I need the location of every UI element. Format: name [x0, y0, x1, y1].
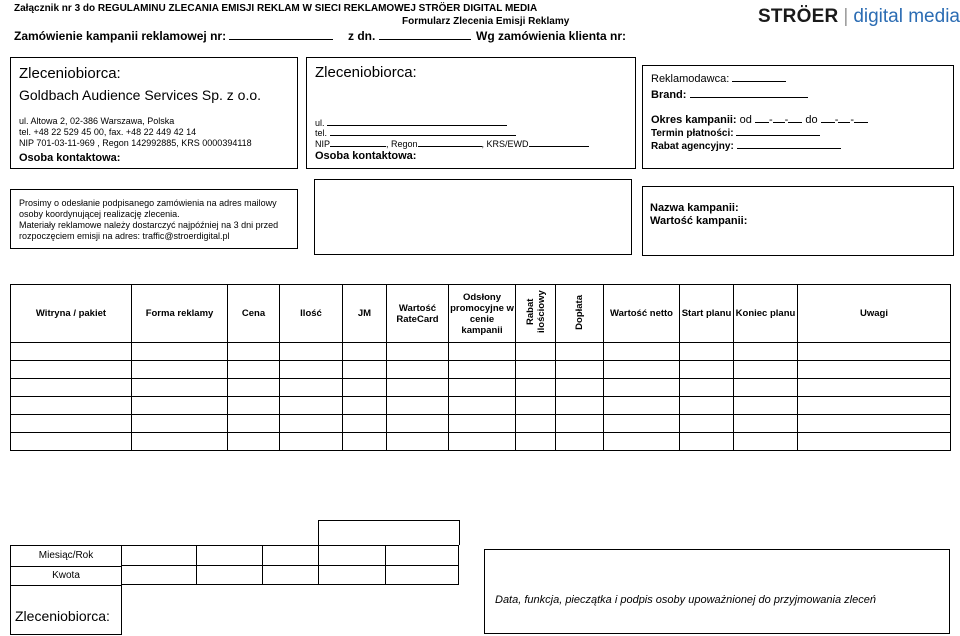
col-header-unit: JM — [343, 285, 387, 343]
client-nip-field[interactable] — [330, 136, 386, 147]
billing-divider — [122, 565, 459, 566]
table-row — [11, 433, 951, 451]
col-header-volume-discount — [516, 285, 556, 343]
order-date-field[interactable] — [379, 29, 471, 40]
period-label: Okres kampanii: — [651, 114, 737, 126]
period-dash-1: - — [768, 114, 773, 126]
payment-field[interactable] — [736, 125, 820, 136]
table-cell[interactable] — [556, 415, 604, 433]
table-cell[interactable] — [556, 343, 604, 361]
order-number-row — [14, 29, 333, 43]
contractor-company: Goldbach Audience Services Sp. z o.o. — [19, 87, 262, 103]
contractor-phone: tel. +48 22 529 45 00, fax. +48 22 449 42 14 — [19, 127, 197, 137]
table-cell[interactable] — [343, 433, 387, 451]
client-krs-label: , KRS/EWD — [481, 139, 529, 149]
col-header-notes: Uwagi — [798, 285, 951, 343]
info-box — [10, 189, 298, 249]
form-title: Formularz Zlecenia Emisji Reklamy — [402, 16, 570, 27]
client-phone-field[interactable] — [330, 125, 516, 136]
table-cell[interactable] — [449, 415, 516, 433]
table-cell[interactable] — [680, 379, 734, 397]
period-from-year[interactable] — [788, 112, 802, 123]
table-cell[interactable] — [734, 343, 798, 361]
contractor-heading: Zleceniobiorca: — [19, 65, 121, 82]
client-krs-field[interactable] — [529, 136, 589, 147]
table-cell[interactable] — [132, 361, 228, 379]
table-cell[interactable] — [556, 397, 604, 415]
billing-top-cell — [318, 520, 460, 545]
table-row — [11, 397, 951, 415]
table-cell[interactable] — [228, 343, 280, 361]
billing-col-sep-1 — [196, 545, 197, 585]
table-cell[interactable] — [798, 361, 951, 379]
month-label: Miesiąc/Rok — [11, 546, 121, 567]
col-header-price: Cena — [228, 285, 280, 343]
logo-tagline: digital media — [853, 6, 960, 27]
logo-separator: | — [843, 6, 849, 27]
table-cell[interactable] — [734, 415, 798, 433]
table-cell[interactable] — [280, 415, 343, 433]
table-cell[interactable] — [280, 379, 343, 397]
period-to-year[interactable] — [854, 112, 868, 123]
table-cell[interactable] — [387, 397, 449, 415]
table-cell[interactable] — [734, 433, 798, 451]
campaign-box — [642, 186, 954, 256]
table-cell[interactable] — [516, 379, 556, 397]
table-cell[interactable] — [228, 361, 280, 379]
table-cell[interactable] — [449, 379, 516, 397]
table-row — [11, 379, 951, 397]
table-cell[interactable] — [556, 433, 604, 451]
table-cell[interactable] — [798, 379, 951, 397]
order-number-field[interactable] — [229, 29, 333, 40]
period-dash-4: - — [850, 114, 855, 126]
billing-col-sep-3 — [318, 545, 319, 585]
table-cell[interactable] — [449, 397, 516, 415]
signature-label: Data, funkcja, pieczątka i podpis osoby upoważnionej do przyjmowania zleceń — [495, 594, 876, 606]
table-cell[interactable] — [604, 397, 680, 415]
campaign-name-label: Nazwa kampanii: — [650, 202, 739, 214]
order-table-body — [11, 343, 951, 451]
table-cell[interactable] — [387, 415, 449, 433]
table-row — [11, 361, 951, 379]
info-line-1: Prosimy o odesłanie podpisanego zamówienia na adres mailowy osoby koordynującej realizację zlecenia. — [19, 198, 277, 219]
col-header-volume-discount-text: Rabat ilościowy — [524, 290, 547, 334]
col-header-net-value: Wartość netto — [604, 285, 680, 343]
table-header-row — [11, 285, 951, 343]
period-to-month[interactable] — [838, 112, 850, 123]
notes-box[interactable] — [314, 179, 632, 255]
table-cell[interactable] — [387, 343, 449, 361]
stroer-logo — [758, 6, 960, 28]
table-cell[interactable] — [798, 397, 951, 415]
billing-col-sep-2 — [262, 545, 263, 585]
table-cell[interactable] — [734, 361, 798, 379]
payment-label: Termin płatności: — [651, 128, 734, 139]
table-cell[interactable] — [604, 433, 680, 451]
table-cell[interactable] — [604, 415, 680, 433]
col-header-quantity: Ilość — [280, 285, 343, 343]
table-cell[interactable] — [734, 379, 798, 397]
table-cell[interactable] — [11, 361, 132, 379]
order-date-row — [348, 29, 471, 43]
contractor-box — [10, 57, 298, 169]
period-dash-2: - — [784, 114, 789, 126]
table-cell[interactable] — [11, 433, 132, 451]
brand-row — [651, 87, 808, 102]
table-cell[interactable] — [343, 415, 387, 433]
table-cell[interactable] — [11, 343, 132, 361]
table-cell[interactable] — [516, 397, 556, 415]
table-cell[interactable] — [343, 343, 387, 361]
period-from-day[interactable] — [755, 112, 769, 123]
table-cell[interactable] — [798, 415, 951, 433]
table-row — [11, 343, 951, 361]
table-cell[interactable] — [516, 343, 556, 361]
table-cell[interactable] — [604, 379, 680, 397]
col-header-surcharge — [556, 285, 604, 343]
col-header-ratecard-value: Wartość RateCard — [387, 285, 449, 343]
table-cell[interactable] — [132, 433, 228, 451]
client-regon-label: , Regon — [386, 139, 418, 149]
table-cell[interactable] — [387, 361, 449, 379]
table-cell[interactable] — [516, 361, 556, 379]
signature-box[interactable] — [484, 549, 950, 634]
table-cell[interactable] — [132, 379, 228, 397]
col-header-plan-start: Start planu — [680, 285, 734, 343]
table-cell[interactable] — [387, 433, 449, 451]
table-cell[interactable] — [11, 415, 132, 433]
table-cell[interactable] — [680, 433, 734, 451]
amount-label: Kwota — [11, 566, 121, 586]
table-cell[interactable] — [228, 433, 280, 451]
table-cell[interactable] — [516, 415, 556, 433]
table-cell[interactable] — [11, 397, 132, 415]
advertiser-row — [651, 71, 786, 86]
table-cell[interactable] — [387, 379, 449, 397]
table-cell[interactable] — [280, 433, 343, 451]
advertiser-label: Reklamodawca: — [651, 73, 730, 85]
discount-row — [651, 138, 841, 153]
client-order-label: Wg zamówienia klienta nr: — [476, 29, 627, 43]
period-to-day[interactable] — [821, 112, 835, 123]
table-cell[interactable] — [228, 415, 280, 433]
billing-box — [10, 545, 122, 635]
footer-contractor-label: Zleceniobiorca: — [15, 608, 110, 624]
period-from-label: od — [739, 114, 752, 126]
client-regon-field[interactable] — [418, 136, 482, 147]
table-cell[interactable] — [604, 361, 680, 379]
campaign-value-label: Wartość kampanii: — [650, 215, 748, 227]
table-cell[interactable] — [343, 397, 387, 415]
col-header-site: Witryna / pakiet — [11, 285, 132, 343]
table-cell[interactable] — [228, 397, 280, 415]
table-cell[interactable] — [798, 433, 951, 451]
brand-field[interactable] — [690, 87, 808, 98]
table-cell[interactable] — [680, 343, 734, 361]
table-cell[interactable] — [516, 433, 556, 451]
period-to-label: do — [805, 114, 818, 126]
client-street-label: ul. — [315, 118, 325, 128]
client-order-row — [476, 29, 626, 43]
table-cell[interactable] — [132, 397, 228, 415]
table-cell[interactable] — [343, 379, 387, 397]
info-line-2: Materiały reklamowe należy dostarczyć najpóźniej na 3 dni przed rozpoczęciem emisji na adres: traffic@stroerdigital.pl — [19, 220, 279, 241]
table-cell[interactable] — [680, 361, 734, 379]
order-table — [10, 284, 951, 451]
col-header-ad-form: Forma reklamy — [132, 285, 228, 343]
table-cell[interactable] — [798, 343, 951, 361]
col-header-plan-end: Koniec planu — [734, 285, 798, 343]
order-date-label: z dn. — [348, 29, 376, 43]
discount-label: Rabat agencyjny: — [651, 141, 734, 152]
attachment-note: Załącznik nr 3 do REGULAMINU ZLECANIA EMISJI REKLAM W SIECI REKLAMOWEJ STRÖER DIGITAL MEDIA — [14, 3, 538, 14]
table-cell[interactable] — [556, 379, 604, 397]
table-cell[interactable] — [11, 379, 132, 397]
billing-col-sep-4 — [385, 545, 386, 585]
client-contact: Osoba kontaktowa: — [315, 150, 417, 162]
table-cell[interactable] — [680, 397, 734, 415]
client-heading: Zleceniobiorca: — [315, 64, 417, 81]
table-row — [11, 415, 951, 433]
table-cell[interactable] — [449, 433, 516, 451]
period-from-month[interactable] — [773, 112, 785, 123]
client-box — [306, 57, 636, 169]
logo-brand: STRÖER — [758, 6, 839, 27]
discount-field[interactable] — [737, 138, 841, 149]
client-ids-row — [315, 136, 589, 150]
advertiser-field[interactable] — [732, 71, 786, 82]
advertiser-box — [642, 65, 954, 169]
contractor-ids: NIP 701-03-11-969 , Regon 142992885, KRS 0000394118 — [19, 138, 252, 148]
table-cell[interactable] — [280, 397, 343, 415]
table-cell[interactable] — [132, 415, 228, 433]
col-header-promo-views: Odsłony promocyjne w cenie kampanii — [449, 285, 516, 343]
col-header-surcharge-text: Dopłata — [574, 294, 585, 330]
table-cell[interactable] — [604, 343, 680, 361]
table-cell[interactable] — [680, 415, 734, 433]
brand-label: Brand: — [651, 89, 687, 101]
table-cell[interactable] — [280, 361, 343, 379]
table-cell[interactable] — [449, 361, 516, 379]
table-cell[interactable] — [132, 343, 228, 361]
contractor-address: ul. Altowa 2, 02-386 Warszawa, Polska — [19, 116, 175, 126]
table-cell[interactable] — [228, 379, 280, 397]
table-cell[interactable] — [734, 397, 798, 415]
table-cell[interactable] — [280, 343, 343, 361]
client-phone-label: tel. — [315, 128, 328, 138]
order-number-label: Zamówienie kampanii reklamowej nr: — [14, 29, 227, 43]
client-nip-label: NIP — [315, 139, 331, 149]
contractor-contact: Osoba kontaktowa: — [19, 152, 121, 164]
table-cell[interactable] — [556, 361, 604, 379]
table-cell[interactable] — [449, 343, 516, 361]
period-dash-3: - — [834, 114, 839, 126]
table-cell[interactable] — [343, 361, 387, 379]
